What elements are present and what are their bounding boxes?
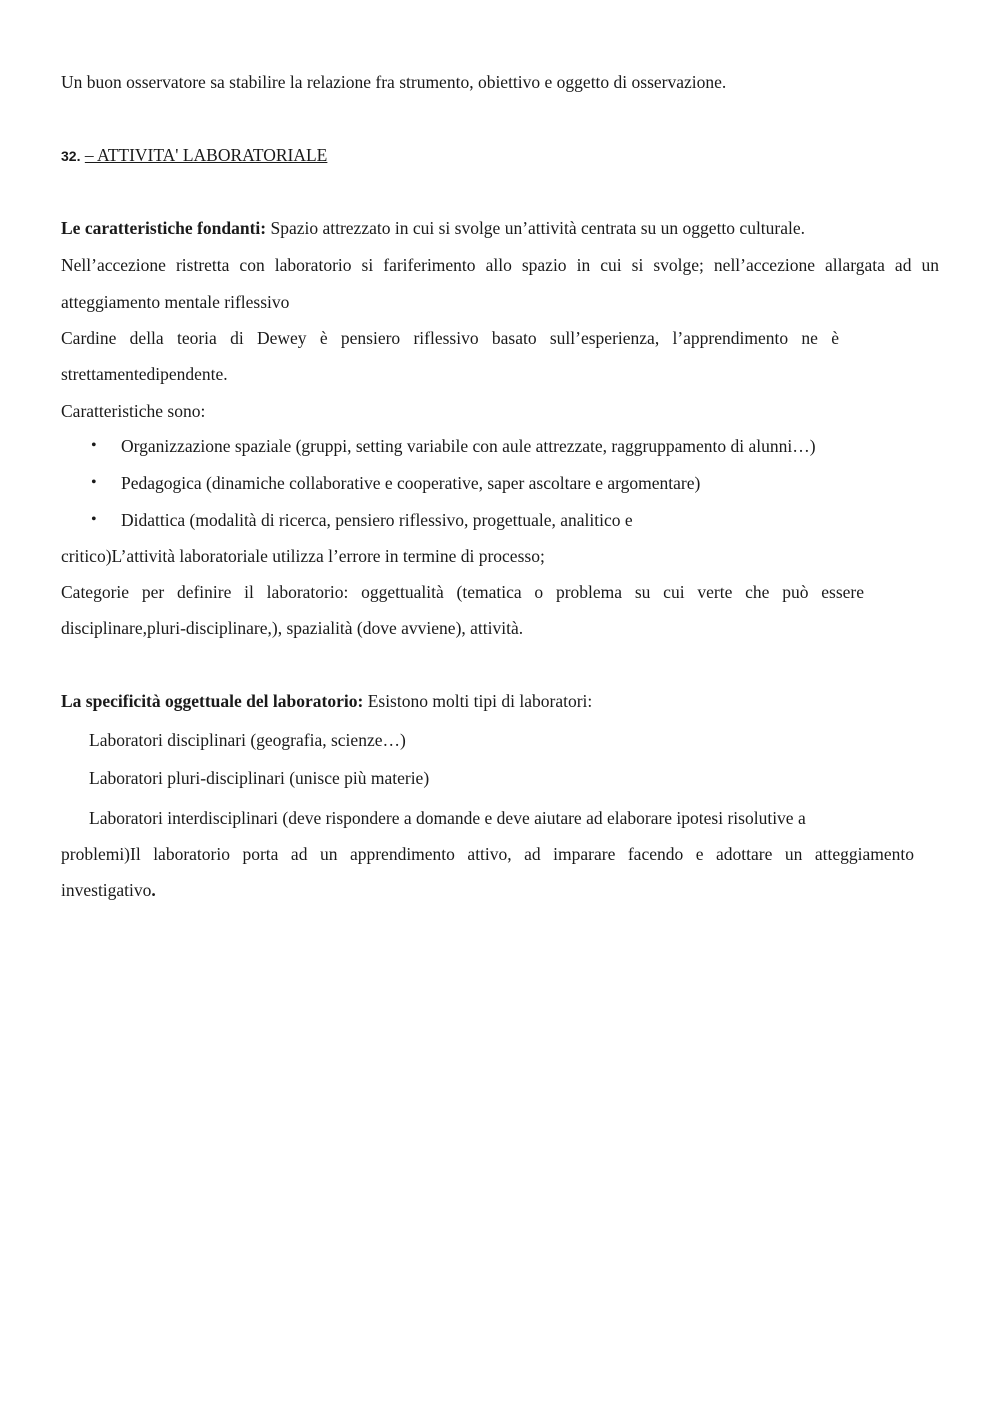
paragraph-line: Categorie per definire il laboratorio: oggettualità (tematica o problema su cui verte che può essere — [61, 582, 864, 602]
bullet-icon: • — [91, 437, 97, 454]
paragraph-fundamentals — [61, 218, 805, 239]
paragraph-line: problemi)Il laboratorio porta ad un apprendimento attivo, ad imparare facendo e adottare un atteggiamento — [61, 844, 914, 864]
paragraph-line-final — [61, 880, 156, 901]
bullet-icon: • — [91, 474, 97, 491]
paragraph-line: disciplinare,pluri-disciplinare,), spazialità (dove avviene), attività. — [61, 618, 524, 638]
bullet-icon: • — [91, 511, 97, 528]
fundamentals-label: Le caratteristiche fondanti: — [61, 218, 267, 238]
list-item: Organizzazione spaziale (gruppi, setting variabile con aule attrezzate, raggruppamento di alunni…) — [121, 436, 816, 456]
paragraph-line: critico)L’attività laboratoriale utilizza l’errore in termine di processo; — [61, 546, 545, 566]
paragraph-line: strettamentedipendente. — [61, 364, 228, 384]
specificity-text: Esistono molti tipi di laboratori: — [363, 691, 593, 711]
fundamentals-text: Spazio attrezzato in cui si svolge un’attività centrata su un oggetto culturale. — [266, 218, 806, 238]
paragraph-line: Caratteristiche sono: — [61, 401, 206, 421]
list-item: Didattica (modalità di ricerca, pensiero riflessivo, progettuale, analitico e — [121, 510, 633, 530]
final-period: . — [151, 880, 156, 900]
list-item: Laboratori disciplinari (geografia, scienze…) — [89, 730, 406, 750]
final-text: investigativo — [61, 880, 152, 900]
paragraph-line: Nell’accezione ristretta con laboratorio si fariferimento allo spazio in cui si svolge; nell’accezione allargata ad un — [61, 255, 939, 275]
paragraph-specificity — [61, 691, 592, 712]
list-item: Laboratori pluri-disciplinari (unisce più materie) — [89, 768, 430, 788]
list-item: Laboratori interdisciplinari (deve rispondere a domande e deve aiutare ad elaborare ipotesi risolutive a — [89, 808, 806, 828]
intro-paragraph: Un buon osservatore sa stabilire la relazione fra strumento, obiettivo e oggetto di osservazione. — [61, 72, 727, 92]
paragraph-line: atteggiamento mentale riflessivo — [61, 292, 290, 312]
section-number: 32. — [61, 148, 81, 164]
section-title: – ATTIVITA' LABORATORIALE — [84, 145, 328, 165]
section-heading — [61, 145, 327, 166]
list-item: Pedagogica (dinamiche collaborative e cooperative, saper ascoltare e argomentare) — [121, 473, 701, 493]
paragraph-line: Cardine della teoria di Dewey è pensiero riflessivo basato sull’esperienza, l’apprendimento ne è — [61, 328, 839, 348]
specificity-label: La specificità oggettuale del laboratorio: — [61, 691, 364, 711]
